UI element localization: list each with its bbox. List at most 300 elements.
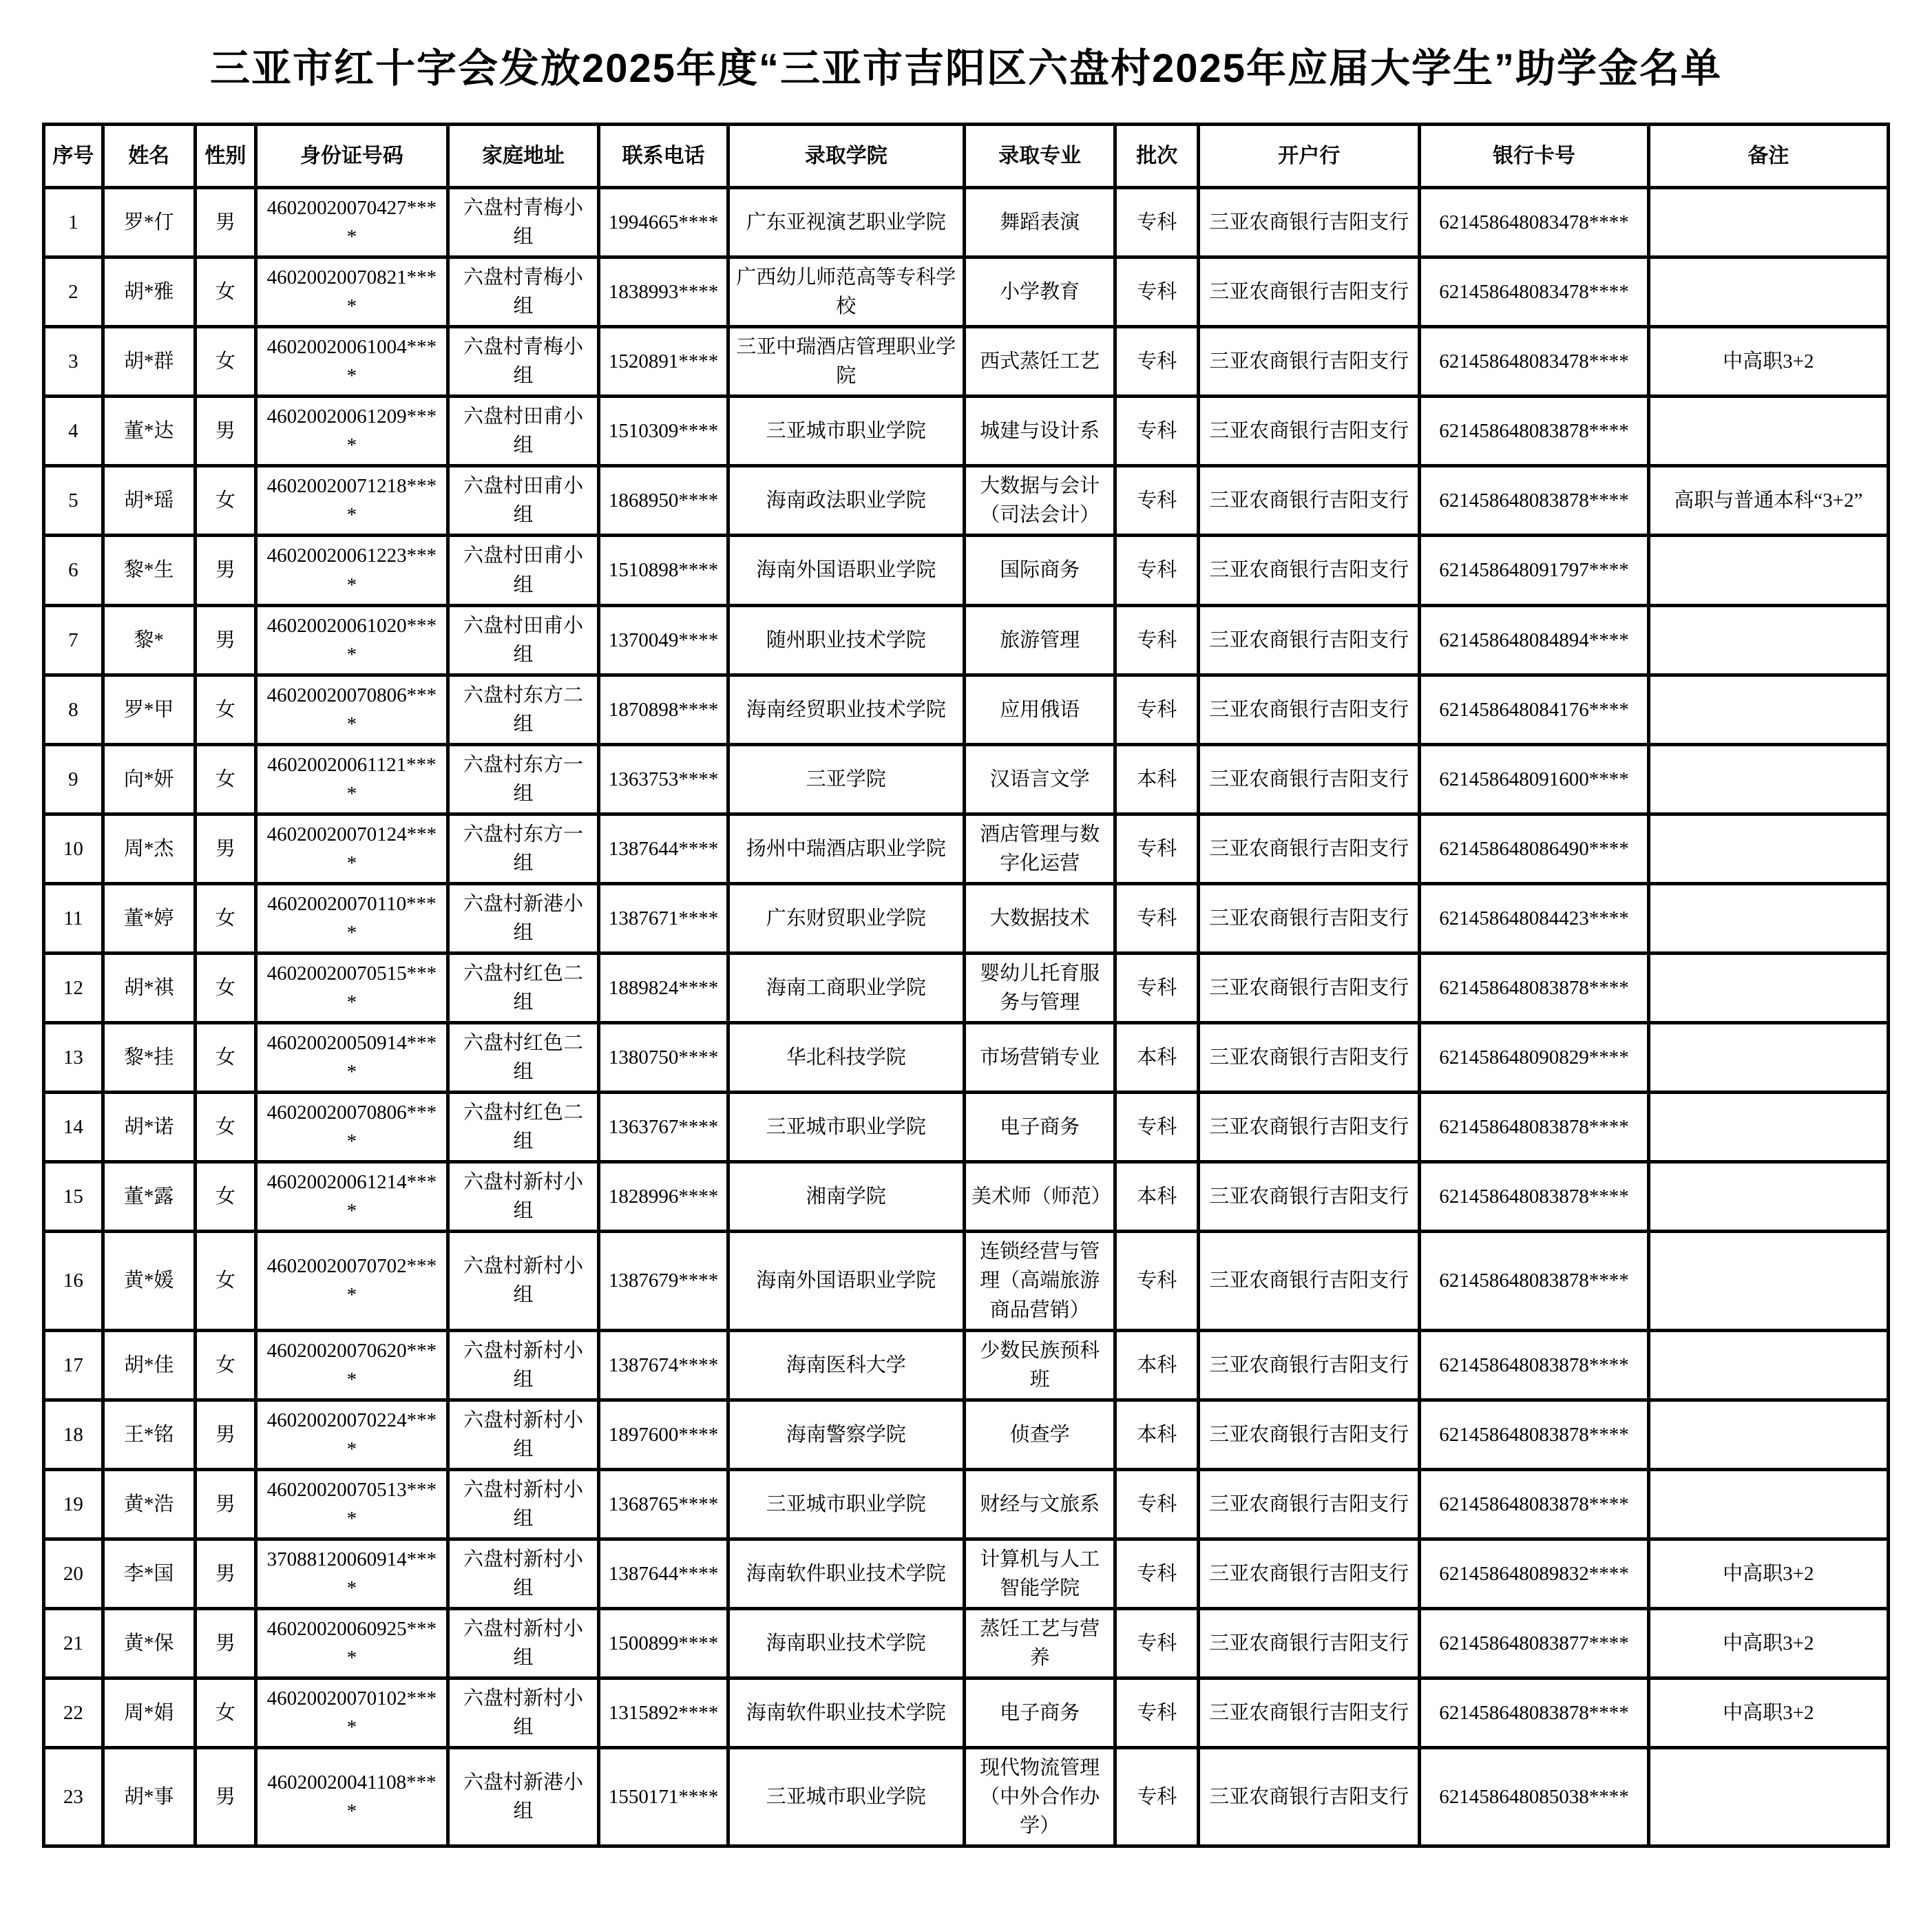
table-cell: [1648, 605, 1888, 675]
table-cell: 城建与设计系: [964, 397, 1115, 466]
table-cell: 7: [44, 605, 103, 675]
table-cell: 三亚农商银行吉阳支行: [1198, 1232, 1419, 1330]
table-cell: 专科: [1115, 1539, 1199, 1608]
table-row: [44, 536, 1889, 605]
table-cell: 三亚农商银行吉阳支行: [1198, 1539, 1419, 1608]
table-cell: 计算机与人工智能学院: [964, 1539, 1115, 1608]
table-cell: 专科: [1115, 257, 1199, 327]
table-row: [44, 1400, 1889, 1469]
table-cell: 本科: [1115, 1330, 1199, 1400]
table-cell: 扬州中瑞酒店职业学院: [728, 814, 964, 883]
table-cell: 三亚农商银行吉阳支行: [1198, 397, 1419, 466]
table-cell: 1387679****: [599, 1232, 728, 1330]
table-row: [44, 1232, 1889, 1330]
table-cell: [1648, 954, 1888, 1023]
table-cell: 专科: [1115, 1093, 1199, 1162]
table-cell: 621458648083877****: [1420, 1608, 1648, 1678]
table-cell: 海南软件职业技术学院: [728, 1678, 964, 1748]
table-cell: 三亚学院: [728, 744, 964, 814]
table-cell: 621458648083878****: [1420, 1678, 1648, 1748]
table-cell: 1368765****: [599, 1469, 728, 1539]
table-cell: 女: [195, 1093, 255, 1162]
table-cell: 男: [195, 1539, 255, 1608]
table-cell: 男: [195, 605, 255, 675]
table-cell: 46020020070702****: [256, 1232, 448, 1330]
table-cell: 专科: [1115, 397, 1199, 466]
table-cell: 三亚农商银行吉阳支行: [1198, 1093, 1419, 1162]
table-cell: 大数据技术: [964, 883, 1115, 953]
table-cell: 6: [44, 536, 103, 605]
table-cell: 胡*祺: [103, 954, 195, 1023]
table-cell: 三亚农商银行吉阳支行: [1198, 1023, 1419, 1093]
table-cell: 1380750****: [599, 1023, 728, 1093]
table-cell: 专科: [1115, 466, 1199, 536]
table-cell: 621458648083878****: [1420, 1469, 1648, 1539]
table-row: [44, 1330, 1889, 1400]
table-cell: [1648, 257, 1888, 327]
table-cell: 46020020061214****: [256, 1162, 448, 1232]
table-cell: 女: [195, 327, 255, 397]
table-cell: 21: [44, 1608, 103, 1678]
table-cell: 黎*: [103, 605, 195, 675]
table-cell: 621458648085038****: [1420, 1748, 1648, 1846]
table-cell: 9: [44, 744, 103, 814]
table-cell: 六盘村红色二组: [448, 1023, 599, 1093]
table-cell: 三亚城市职业学院: [728, 1093, 964, 1162]
table-cell: [1648, 675, 1888, 744]
table-cell: 六盘村新村小组: [448, 1330, 599, 1400]
table-cell: 18: [44, 1400, 103, 1469]
table-cell: 六盘村田甫小组: [448, 397, 599, 466]
table-cell: 海南政法职业学院: [728, 466, 964, 536]
table-cell: 三亚农商银行吉阳支行: [1198, 744, 1419, 814]
table-cell: 15: [44, 1162, 103, 1232]
table-cell: 621458648084423****: [1420, 883, 1648, 953]
table-cell: 海南职业技术学院: [728, 1608, 964, 1678]
table-cell: 1550171****: [599, 1748, 728, 1846]
table-row: [44, 188, 1889, 257]
table-row: [44, 744, 1889, 814]
table-cell: 专科: [1115, 1678, 1199, 1748]
table-cell: 胡*雅: [103, 257, 195, 327]
column-header: 录取学院: [728, 125, 964, 188]
table-cell: 六盘村新村小组: [448, 1162, 599, 1232]
table-cell: 酒店管理与数字化运营: [964, 814, 1115, 883]
column-header: 备注: [1648, 125, 1888, 188]
table-cell: 1828996****: [599, 1162, 728, 1232]
table-cell: [1648, 397, 1888, 466]
table-cell: [1648, 883, 1888, 953]
table-cell: [1648, 188, 1888, 257]
table-cell: 中高职3+2: [1648, 327, 1888, 397]
table-cell: 女: [195, 466, 255, 536]
table-cell: 男: [195, 1748, 255, 1846]
table-cell: 女: [195, 1162, 255, 1232]
table-cell: 621458648084176****: [1420, 675, 1648, 744]
table-row: [44, 814, 1889, 883]
table-cell: 国际商务: [964, 536, 1115, 605]
table-cell: 三亚农商银行吉阳支行: [1198, 536, 1419, 605]
table-cell: 46020020061209****: [256, 397, 448, 466]
table-cell: 621458648084894****: [1420, 605, 1648, 675]
table-cell: 46020020070515****: [256, 954, 448, 1023]
table-cell: 三亚农商银行吉阳支行: [1198, 954, 1419, 1023]
table-cell: 46020020061004****: [256, 327, 448, 397]
table-cell: 46020020050914****: [256, 1023, 448, 1093]
column-header: 姓名: [103, 125, 195, 188]
table-cell: 海南医科大学: [728, 1330, 964, 1400]
table-cell: 电子商务: [964, 1678, 1115, 1748]
table-cell: 海南经贸职业技术学院: [728, 675, 964, 744]
table-cell: 六盘村新村小组: [448, 1608, 599, 1678]
table-cell: 621458648083878****: [1420, 1093, 1648, 1162]
table-cell: 23: [44, 1748, 103, 1846]
table-cell: 六盘村新村小组: [448, 1469, 599, 1539]
table-cell: 婴幼儿托育服务与管理: [964, 954, 1115, 1023]
table-cell: 621458648083878****: [1420, 466, 1648, 536]
table-cell: [1648, 1093, 1888, 1162]
column-header: 身份证号码: [256, 125, 448, 188]
table-cell: 三亚农商银行吉阳支行: [1198, 1162, 1419, 1232]
table-cell: 女: [195, 257, 255, 327]
table-cell: 黎*生: [103, 536, 195, 605]
table-cell: 621458648083478****: [1420, 188, 1648, 257]
table-cell: 胡*瑶: [103, 466, 195, 536]
table-cell: 5: [44, 466, 103, 536]
table-cell: 中高职3+2: [1648, 1539, 1888, 1608]
table-cell: 女: [195, 954, 255, 1023]
table-cell: 12: [44, 954, 103, 1023]
table-cell: 中高职3+2: [1648, 1608, 1888, 1678]
table-row: [44, 1608, 1889, 1678]
table-cell: 22: [44, 1678, 103, 1748]
table-cell: 男: [195, 188, 255, 257]
table-cell: 三亚城市职业学院: [728, 1748, 964, 1846]
table-cell: 男: [195, 1469, 255, 1539]
table-cell: 专科: [1115, 605, 1199, 675]
column-header: 银行卡号: [1420, 125, 1648, 188]
table-cell: 17: [44, 1330, 103, 1400]
table-cell: 46020020070110****: [256, 883, 448, 953]
table-cell: 六盘村新港小组: [448, 1748, 599, 1846]
table-body: [44, 188, 1889, 1846]
column-header: 开户行: [1198, 125, 1419, 188]
table-cell: 1315892****: [599, 1678, 728, 1748]
table-cell: 蒸饪工艺与营养: [964, 1608, 1115, 1678]
table-cell: 黄*浩: [103, 1469, 195, 1539]
table-cell: 14: [44, 1093, 103, 1162]
table-cell: 三亚中瑞酒店管理职业学院: [728, 327, 964, 397]
table-row: [44, 327, 1889, 397]
table-cell: 1387674****: [599, 1330, 728, 1400]
table-cell: 专科: [1115, 1469, 1199, 1539]
table-cell: 六盘村新村小组: [448, 1539, 599, 1608]
table-row: [44, 605, 1889, 675]
table-cell: 4: [44, 397, 103, 466]
table-row: [44, 1023, 1889, 1093]
table-cell: [1648, 1162, 1888, 1232]
table-row: [44, 1678, 1889, 1748]
table-cell: 董*婷: [103, 883, 195, 953]
table-cell: 董*露: [103, 1162, 195, 1232]
table-cell: 黎*挂: [103, 1023, 195, 1093]
table-cell: 女: [195, 1678, 255, 1748]
table-cell: 西式蒸饪工艺: [964, 327, 1115, 397]
table-cell: 1520891****: [599, 327, 728, 397]
table-cell: 3: [44, 327, 103, 397]
table-cell: [1648, 1400, 1888, 1469]
table-cell: 三亚农商银行吉阳支行: [1198, 814, 1419, 883]
table-cell: 市场营销专业: [964, 1023, 1115, 1093]
table-cell: 六盘村东方二组: [448, 675, 599, 744]
table-cell: 1870898****: [599, 675, 728, 744]
table-cell: 应用俄语: [964, 675, 1115, 744]
table-cell: 1510898****: [599, 536, 728, 605]
table-cell: 三亚农商银行吉阳支行: [1198, 1608, 1419, 1678]
table-row: [44, 954, 1889, 1023]
table-cell: 随州职业技术学院: [728, 605, 964, 675]
table-cell: 海南外国语职业学院: [728, 1232, 964, 1330]
table-cell: 46020020070806****: [256, 1093, 448, 1162]
table-row: [44, 257, 1889, 327]
table-cell: 46020020041108****: [256, 1748, 448, 1846]
table-cell: [1648, 1748, 1888, 1846]
table-cell: 三亚农商银行吉阳支行: [1198, 1678, 1419, 1748]
table-cell: 黄*媛: [103, 1232, 195, 1330]
table-cell: 1500899****: [599, 1608, 728, 1678]
table-cell: 621458648083878****: [1420, 1330, 1648, 1400]
table-cell: 少数民族预科班: [964, 1330, 1115, 1400]
table-cell: 三亚农商银行吉阳支行: [1198, 327, 1419, 397]
table-cell: 专科: [1115, 883, 1199, 953]
table-cell: 1838993****: [599, 257, 728, 327]
table-cell: 三亚农商银行吉阳支行: [1198, 1469, 1419, 1539]
column-header: 家庭地址: [448, 125, 599, 188]
table-cell: 1: [44, 188, 103, 257]
table-cell: 621458648083878****: [1420, 397, 1648, 466]
table-cell: 46020020070427****: [256, 188, 448, 257]
table-cell: 11: [44, 883, 103, 953]
table-cell: 46020020061020****: [256, 605, 448, 675]
table-row: [44, 883, 1889, 953]
table-cell: 美术师（师范）: [964, 1162, 1115, 1232]
table-row: [44, 1539, 1889, 1608]
table-cell: 罗*甲: [103, 675, 195, 744]
table-cell: 胡*佳: [103, 1330, 195, 1400]
table-cell: 46020020070620****: [256, 1330, 448, 1400]
page-title: 三亚市红十字会发放2025年度“三亚市吉阳区六盘村2025年应届大学生”助学金名单: [209, 46, 1723, 91]
table-cell: 本科: [1115, 1400, 1199, 1469]
table-cell: 46020020061223****: [256, 536, 448, 605]
table-cell: 1387644****: [599, 1539, 728, 1608]
table-cell: 六盘村田甫小组: [448, 605, 599, 675]
table-cell: 大数据与会计（司法会计）: [964, 466, 1115, 536]
table-cell: 621458648091797****: [1420, 536, 1648, 605]
table-cell: 女: [195, 1232, 255, 1330]
table-cell: 女: [195, 883, 255, 953]
table-cell: 胡*群: [103, 327, 195, 397]
table-cell: 1363767****: [599, 1093, 728, 1162]
table-cell: 六盘村新村小组: [448, 1232, 599, 1330]
table-cell: 海南工商职业学院: [728, 954, 964, 1023]
table-cell: 1897600****: [599, 1400, 728, 1469]
table-cell: 男: [195, 1608, 255, 1678]
table-cell: 周*娟: [103, 1678, 195, 1748]
scholarship-table: [42, 123, 1890, 1848]
table-cell: 李*国: [103, 1539, 195, 1608]
table-row: [44, 397, 1889, 466]
table-cell: 621458648086490****: [1420, 814, 1648, 883]
table-cell: 三亚农商银行吉阳支行: [1198, 1330, 1419, 1400]
table-cell: 三亚城市职业学院: [728, 397, 964, 466]
table-row: [44, 675, 1889, 744]
table-cell: 旅游管理: [964, 605, 1115, 675]
column-header: 联系电话: [599, 125, 728, 188]
column-header: 性别: [195, 125, 255, 188]
table-cell: 三亚城市职业学院: [728, 1469, 964, 1539]
table-cell: 专科: [1115, 1748, 1199, 1846]
table-cell: 46020020070513****: [256, 1469, 448, 1539]
table-cell: 海南警察学院: [728, 1400, 964, 1469]
table-cell: 周*杰: [103, 814, 195, 883]
table-cell: 20: [44, 1539, 103, 1608]
table-row: [44, 1469, 1889, 1539]
table-cell: 37088120060914****: [256, 1539, 448, 1608]
table-cell: 1868950****: [599, 466, 728, 536]
table-cell: 621458648083878****: [1420, 1232, 1648, 1330]
table-cell: 专科: [1115, 954, 1199, 1023]
table-cell: 46020020060925****: [256, 1608, 448, 1678]
table-cell: 男: [195, 814, 255, 883]
table-cell: 三亚农商银行吉阳支行: [1198, 1400, 1419, 1469]
table-cell: 女: [195, 1023, 255, 1093]
table-cell: 1510309****: [599, 397, 728, 466]
table-cell: 三亚农商银行吉阳支行: [1198, 605, 1419, 675]
table-cell: 621458648083878****: [1420, 1162, 1648, 1232]
table-cell: 六盘村新村小组: [448, 1400, 599, 1469]
table-cell: 胡*诺: [103, 1093, 195, 1162]
column-header: 批次: [1115, 125, 1199, 188]
table-cell: 电子商务: [964, 1093, 1115, 1162]
table-cell: 连锁经营与管理（高端旅游商品营销）: [964, 1232, 1115, 1330]
table-cell: 女: [195, 1330, 255, 1400]
table-cell: 621458648083478****: [1420, 327, 1648, 397]
table-cell: 1370049****: [599, 605, 728, 675]
table-cell: 海南外国语职业学院: [728, 536, 964, 605]
table-cell: 46020020070806****: [256, 675, 448, 744]
table-cell: 广西幼儿师范高等专科学校: [728, 257, 964, 327]
table-cell: 男: [195, 536, 255, 605]
table-cell: 男: [195, 1400, 255, 1469]
table-cell: 1387671****: [599, 883, 728, 953]
table-cell: 13: [44, 1023, 103, 1093]
table-cell: 海南软件职业技术学院: [728, 1539, 964, 1608]
table-cell: 湘南学院: [728, 1162, 964, 1232]
table-cell: 小学教育: [964, 257, 1115, 327]
table-cell: 广东亚视演艺职业学院: [728, 188, 964, 257]
table-row: [44, 1162, 1889, 1232]
table-cell: 六盘村新村小组: [448, 1678, 599, 1748]
table-cell: 男: [195, 397, 255, 466]
table-cell: 2: [44, 257, 103, 327]
table-cell: 19: [44, 1469, 103, 1539]
table-cell: 专科: [1115, 1232, 1199, 1330]
table-cell: [1648, 536, 1888, 605]
table-cell: [1648, 1232, 1888, 1330]
table-cell: 侦查学: [964, 1400, 1115, 1469]
table-cell: [1648, 1469, 1888, 1539]
table-cell: 三亚农商银行吉阳支行: [1198, 257, 1419, 327]
table-cell: 六盘村青梅小组: [448, 188, 599, 257]
table-cell: 专科: [1115, 1608, 1199, 1678]
table-cell: 六盘村红色二组: [448, 954, 599, 1023]
table-row: [44, 466, 1889, 536]
table-cell: 董*达: [103, 397, 195, 466]
table-cell: 广东财贸职业学院: [728, 883, 964, 953]
table-cell: 本科: [1115, 1162, 1199, 1232]
table-cell: 黄*保: [103, 1608, 195, 1678]
table-cell: 46020020070102****: [256, 1678, 448, 1748]
table-cell: 专科: [1115, 814, 1199, 883]
table-row: [44, 1093, 1889, 1162]
table-cell: 621458648083878****: [1420, 1400, 1648, 1469]
table-cell: 三亚农商银行吉阳支行: [1198, 1748, 1419, 1846]
table-cell: 六盘村新港小组: [448, 883, 599, 953]
table-cell: 六盘村东方一组: [448, 814, 599, 883]
header-row: [44, 125, 1889, 188]
table-cell: 六盘村东方一组: [448, 744, 599, 814]
table-cell: 女: [195, 675, 255, 744]
table-cell: 本科: [1115, 1023, 1199, 1093]
table-cell: 三亚农商银行吉阳支行: [1198, 188, 1419, 257]
table-cell: 621458648091600****: [1420, 744, 1648, 814]
table-cell: 46020020070821****: [256, 257, 448, 327]
table-cell: 16: [44, 1232, 103, 1330]
table-row: [44, 1748, 1889, 1846]
table-cell: [1648, 744, 1888, 814]
table-cell: 专科: [1115, 675, 1199, 744]
table-cell: 中高职3+2: [1648, 1678, 1888, 1748]
table-cell: 1387644****: [599, 814, 728, 883]
table-cell: 三亚农商银行吉阳支行: [1198, 883, 1419, 953]
table-cell: 舞蹈表演: [964, 188, 1115, 257]
table-cell: 1363753****: [599, 744, 728, 814]
table-cell: 1994665****: [599, 188, 728, 257]
table-cell: 王*铭: [103, 1400, 195, 1469]
table-cell: 1889824****: [599, 954, 728, 1023]
table-cell: 专科: [1115, 327, 1199, 397]
table-cell: 胡*事: [103, 1748, 195, 1846]
table-cell: 8: [44, 675, 103, 744]
column-header: 序号: [44, 125, 103, 188]
column-header: 录取专业: [964, 125, 1115, 188]
table-cell: 10: [44, 814, 103, 883]
table-cell: 621458648089832****: [1420, 1539, 1648, 1608]
table-cell: 女: [195, 744, 255, 814]
table-cell: [1648, 814, 1888, 883]
table-cell: 本科: [1115, 744, 1199, 814]
table-cell: 六盘村田甫小组: [448, 536, 599, 605]
table-cell: 46020020061121****: [256, 744, 448, 814]
table-cell: 621458648083478****: [1420, 257, 1648, 327]
table-cell: 财经与文旅系: [964, 1469, 1115, 1539]
table-cell: 罗*仃: [103, 188, 195, 257]
table-cell: 46020020070124****: [256, 814, 448, 883]
table-cell: 621458648083878****: [1420, 954, 1648, 1023]
table-cell: 六盘村青梅小组: [448, 257, 599, 327]
table-cell: 46020020071218****: [256, 466, 448, 536]
table-cell: [1648, 1330, 1888, 1400]
